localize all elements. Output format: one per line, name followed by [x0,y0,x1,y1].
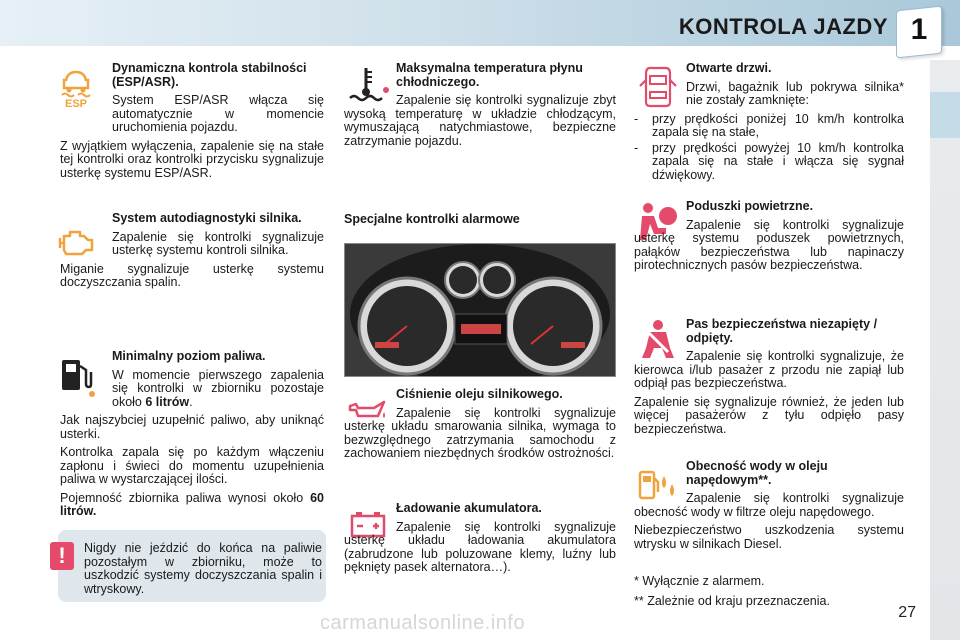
seatbelt-text-2: Zapalenie się sygnalizuje również, że jeden lub więcej pasażerów z tyłu odpięło pasy bezpieczeństwa. [634,394,904,436]
battery-text: Zapalenie się kontrolki sygnalizuje usterkę układu ładowania akumulatora (zabrudzone lub poluzowane klemy, luźny lub pęknięty pasek alternatora…). [344,519,616,574]
exclamation-icon: ! [50,542,74,570]
esp-text-2: Z wyjątkiem wyłączenia, zapalenie się na stałe tej kontrolki oraz kontrolki przycisku sygnalizuje usterkę systemu ESP/ASR. [60,138,324,180]
doors-list-item: - przy prędkości powyżej 10 km/h kontrolka zapala się na stałe i włącza się sygnał dźwiękowy. [634,142,904,183]
fuel-text-4-start: Pojemność zbiornika paliwa wynosi około [60,490,311,505]
doors-section [634,62,904,187]
doors-title: Otwarte drzwi. [686,61,772,75]
esp-title: Dynamiczna kontrola stabilności (ESP/ASR). [112,61,307,89]
engine-title: System autodiagnostyki silnika. [112,211,302,225]
seatbelt-text-1: Zapalenie się kontrolki sygnalizuje, że kierowca i/lub pasażer z przodu nie zapiął lub odpiął pas bezpieczeństwa. [634,349,904,390]
water-text-2: Niebezpieczeństwo uszkodzenia systemu wtrysku w silnikach Diesel. [634,523,904,551]
warning-note-text: Nigdy nie jeździć do końca na paliwie pozostałym w zbiorniku, może to uszkodzić systemy doczyszczania spalin i wtryskowy. [84,541,322,596]
seatbelt-title: Pas bezpieczeństwa niezapięty / odpięty. [686,317,878,345]
fuel-text-3: Kontrolka zapala się po każdym włączeniu zapłonu i świeci do momentu uzupełnienia paliwa w wystarczającej ilości. [60,445,324,486]
seatbelt-section [634,318,904,441]
fuel-text-1-start: W momencie pierwszego zapalenia się kontrolki w zbiorniku pozostaje około [112,367,324,409]
engine-text-1: Zapalenie się kontrolki sygnalizuje usterkę systemu kontroli silnika. [112,229,324,257]
chapter-number: 1 [910,13,928,46]
oil-text: Zapalenie się kontrolki sygnalizuje usterkę układu smarowania silnika, wymaga to bezwzględnego zatrzymania samochodu z zachowaniem niezbędnych środków ostrożności. [344,405,616,460]
airbag-text: Zapalenie się kontrolki sygnalizuje usterkę systemu poduszek powietrznych, pałąków bezpieczeństwa lub napinaczy pirotechnicznych pasów bezpieczeństwa. [634,217,904,272]
engine-text-2: Miganie sygnalizuje usterkę systemu doczyszczania spalin. [60,261,324,289]
fuel-text-1 [112,369,324,410]
water-title: Obecność wody w oleju napędowym**. [686,459,828,487]
battery-section [344,502,616,580]
page-number: 27 [898,604,916,621]
esp-section [60,62,324,185]
instrument-cluster-image [344,243,616,377]
airbag-section [634,200,904,278]
fuel-title: Minimalny poziom paliwa. [112,349,266,363]
coolant-title: Maksymalna temperatura płynu chłodniczego. [396,61,583,89]
footnote-2: ** Zależnie od kraju przeznaczenia. [634,594,830,608]
footnote-1: * Wyłącznie z alarmem. [634,574,765,588]
page-title: KONTROLA JAZDY [678,14,888,39]
coolant-text: Zapalenie się kontrolki sygnalizuje zbyt wysoką temperaturę w układzie chłodzącym, wymuszającą natychmiastowe, bezpieczne zatrzymanie pojazdu. [344,93,616,148]
fuel-section [60,350,324,524]
esp-text-1: System ESP/ASR włącza się automatycznie w momencie uruchomienia pojazdu. [112,93,324,134]
water-section [634,460,904,556]
watermark: carmanualsonline.info [320,612,526,634]
side-strip [930,60,960,640]
fuel-text-1-end: . [189,394,193,409]
doors-text: Drzwi, bagażnik lub pokrywa silnika* nie zostały zamknięte: [686,79,904,107]
battery-title: Ładowanie akumulatora. [396,501,542,515]
engine-section [60,212,324,295]
fuel-text-2: Jak najszybciej uzupełnić paliwo, aby uniknąć usterki. [60,413,324,441]
oil-title: Ciśnienie oleju silnikowego. [396,387,563,401]
fuel-liters: 6 litrów [145,394,190,409]
tank-capacity: 60 litrów. [60,490,324,518]
doors-list-item: - przy prędkości poniżej 10 km/h kontrolka zapala się na stałe, [634,113,904,140]
coolant-section [344,62,616,153]
airbag-title: Poduszki powietrzne. [686,199,814,213]
fuel-text-4 [60,492,324,519]
esp-icon-label: ESP [64,98,88,108]
oil-section [344,388,616,466]
doors-list [634,113,904,183]
special-warnings-title: Specjalne kontrolki alarmowe [344,212,520,226]
water-text-1: Zapalenie się kontrolki sygnalizuje obecność wody w filtrze oleju napędowego. [634,491,904,519]
side-strip-accent [930,92,960,138]
